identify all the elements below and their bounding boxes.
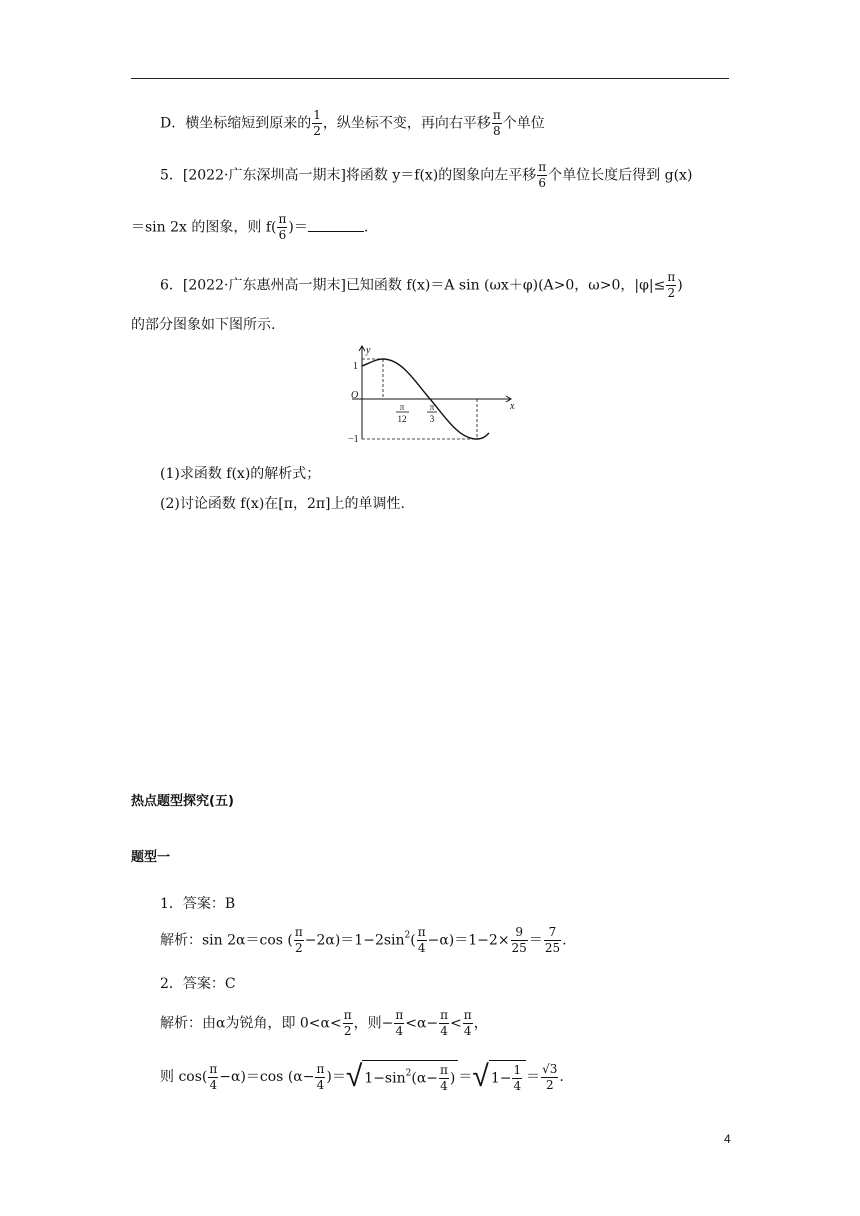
frac-den: 4 <box>440 1079 448 1093</box>
origin-label: O <box>351 390 359 401</box>
q5-line-1 <box>160 160 692 191</box>
a2-frac-2 <box>394 1008 404 1039</box>
frac-den: 25 <box>511 941 527 955</box>
frac-num: π <box>463 1008 472 1022</box>
frac-den: 4 <box>513 1079 522 1093</box>
frac-num: π <box>294 925 303 939</box>
frac-num: √3 <box>542 1061 558 1076</box>
a2-frac-3 <box>439 1008 449 1039</box>
x-tick-1-den: 12 <box>397 414 407 424</box>
answer-2-derivation <box>160 1060 564 1094</box>
q5-fraction <box>537 160 547 191</box>
frac-num: π <box>278 212 287 226</box>
sqrt-2-frac <box>512 1063 522 1094</box>
sine-graph <box>350 343 520 443</box>
y-tick-neg1: −1 <box>348 434 359 445</box>
a2-text-d: < <box>450 1015 462 1032</box>
x-tick-2-num: π <box>429 402 435 412</box>
frac-den: 4 <box>440 1024 448 1038</box>
answer-blank <box>308 219 364 232</box>
q6-line-1 <box>160 270 683 301</box>
sqrt-1-text-a: 1−sin <box>364 1070 406 1087</box>
sqrt-1-body <box>362 1060 458 1094</box>
a2-l3-text-e: ＝ <box>526 1069 541 1085</box>
q6-fraction <box>666 270 676 301</box>
sqrt-1-frac <box>439 1063 449 1094</box>
sqrt-1-text-c: ) <box>449 1070 456 1087</box>
section-subtitle: 题型一 <box>131 850 171 865</box>
a2-text-b: ，则− <box>353 1015 394 1032</box>
sqrt-2-text-a: 1− <box>490 1070 512 1087</box>
frac-num: π <box>316 1061 325 1076</box>
q5-fraction-2 <box>277 212 287 243</box>
frac-den: 2 <box>667 286 676 300</box>
frac-den: 8 <box>493 124 501 138</box>
a2-result-frac <box>541 1062 558 1093</box>
frac-num: π <box>492 108 501 122</box>
sqrt-2 <box>472 1060 526 1094</box>
sqrt-2-body <box>489 1060 526 1094</box>
a1-text-a: 解析：sin 2α＝cos ( <box>160 932 293 949</box>
frac-den: 25 <box>544 941 561 955</box>
frac-num: π <box>417 925 426 939</box>
a1-text-b: −2α)＝1−2sin <box>304 932 405 949</box>
q6-sub-1: (1)求函数 f(x)的解析式； <box>160 466 321 482</box>
q5-text-2: 个单位长度后得到 g(x) <box>548 167 693 184</box>
section-title: 热点题型探究(五) <box>131 794 234 809</box>
frac-den: 6 <box>538 176 547 190</box>
answer-2-explanation <box>160 1008 488 1039</box>
q6-line-2: 的部分图象如下图所示. <box>131 317 276 333</box>
q4-d-text-1: D．横坐标缩短到原来的 <box>160 115 312 132</box>
frac-num: π <box>209 1061 218 1076</box>
q4-d-fraction <box>312 108 322 139</box>
a2-l3-text-a: 则 cos( <box>160 1069 208 1085</box>
sqrt-1-text-b: (α− <box>411 1070 439 1087</box>
frac-num: π <box>538 160 547 174</box>
frac-den: 4 <box>316 1077 325 1092</box>
frac-num: π <box>343 1008 352 1022</box>
frac-den: 6 <box>278 228 287 242</box>
q6-text-2: ) <box>677 277 683 294</box>
a2-l3-text-c: )＝ <box>326 1069 346 1085</box>
frac-num: π <box>440 1063 448 1077</box>
radical-sign: √ <box>345 1059 363 1094</box>
answer-1: 1．答案：B <box>160 896 236 912</box>
sqrt-1 <box>346 1060 459 1094</box>
frac-den: 4 <box>463 1024 472 1038</box>
a2-l3-text-b: −α)＝cos (α− <box>219 1069 315 1085</box>
frac-den: 4 <box>395 1024 404 1038</box>
q4-d-fraction-2 <box>492 108 502 139</box>
a1-frac-3 <box>511 925 528 956</box>
a1-text-e: ＝ <box>528 932 543 949</box>
a1-frac-2 <box>417 925 427 956</box>
y-tick-1: 1 <box>353 361 358 372</box>
x-tick-2-den: 3 <box>429 414 435 424</box>
answer-2: 2．答案：C <box>160 976 236 992</box>
a2-text-c: <α− <box>405 1015 439 1032</box>
a1-frac-4 <box>544 925 561 956</box>
a2-frac-1 <box>343 1008 353 1039</box>
a1-superscript: 2 <box>404 930 411 941</box>
a2-l3-frac-1 <box>208 1062 218 1093</box>
q4-d-text-3: 个单位 <box>502 115 545 132</box>
radical-sign: √ <box>472 1059 489 1094</box>
q4-option-d <box>160 108 545 139</box>
frac-den: 4 <box>417 941 426 955</box>
frac-num: π <box>667 270 676 284</box>
a1-text-d: −α)＝1−2× <box>427 932 510 949</box>
frac-den: 4 <box>209 1077 218 1092</box>
a2-text-a: 解析：由α为锐角，即 0<α< <box>160 1015 342 1032</box>
q5-text-1: 5．[2022·广东深圳高一期末]将函数 y＝f(x)的图象向左平移 <box>160 167 537 184</box>
q5-text-5: . <box>363 219 369 236</box>
sqrt-1-sup: 2 <box>405 1068 412 1079</box>
a1-text-c: ( <box>410 932 416 949</box>
answer-1-explanation <box>160 925 567 956</box>
a2-l3-text-f: . <box>559 1069 564 1085</box>
frac-den: 2 <box>545 1077 554 1092</box>
q4-d-text-2: ，纵坐标不变，再向右平移 <box>322 115 491 132</box>
header-rule <box>131 78 729 79</box>
q6-sub-2: (2)讨论函数 f(x)在[π，2π]上的单调性. <box>160 496 405 512</box>
frac-num: 7 <box>544 925 561 941</box>
frac-num: π <box>395 1008 404 1022</box>
page-number: 4 <box>724 1132 731 1146</box>
a1-frac-1 <box>294 925 304 956</box>
y-axis-label: y <box>366 345 371 356</box>
frac-num: 1 <box>513 1063 522 1077</box>
frac-num: 1 <box>313 108 321 122</box>
frac-den: 2 <box>294 941 303 955</box>
a2-l3-frac-2 <box>315 1062 325 1093</box>
q5-text-4: )＝ <box>288 219 308 236</box>
frac-den: 2 <box>343 1024 352 1038</box>
frac-den: 2 <box>313 124 321 138</box>
q5-text-3: ＝sin 2x 的图象，则 f( <box>131 219 277 236</box>
a2-frac-4 <box>463 1008 473 1039</box>
q5-line-2 <box>131 212 368 243</box>
x-tick-1-num: π <box>399 402 405 412</box>
q6-text-1: 6．[2022·广东惠州高一期末]已知函数 f(x)＝A sin (ωx＋φ)(A>0，ω>0，|φ|≤ <box>160 277 666 294</box>
frac-num: 9 <box>511 925 528 941</box>
a2-l3-text-d: ＝ <box>458 1069 473 1085</box>
a1-text-f: . <box>562 932 567 949</box>
a2-text-e: ， <box>473 1015 488 1032</box>
x-axis-label: x <box>510 401 515 412</box>
frac-num: π <box>440 1008 449 1022</box>
